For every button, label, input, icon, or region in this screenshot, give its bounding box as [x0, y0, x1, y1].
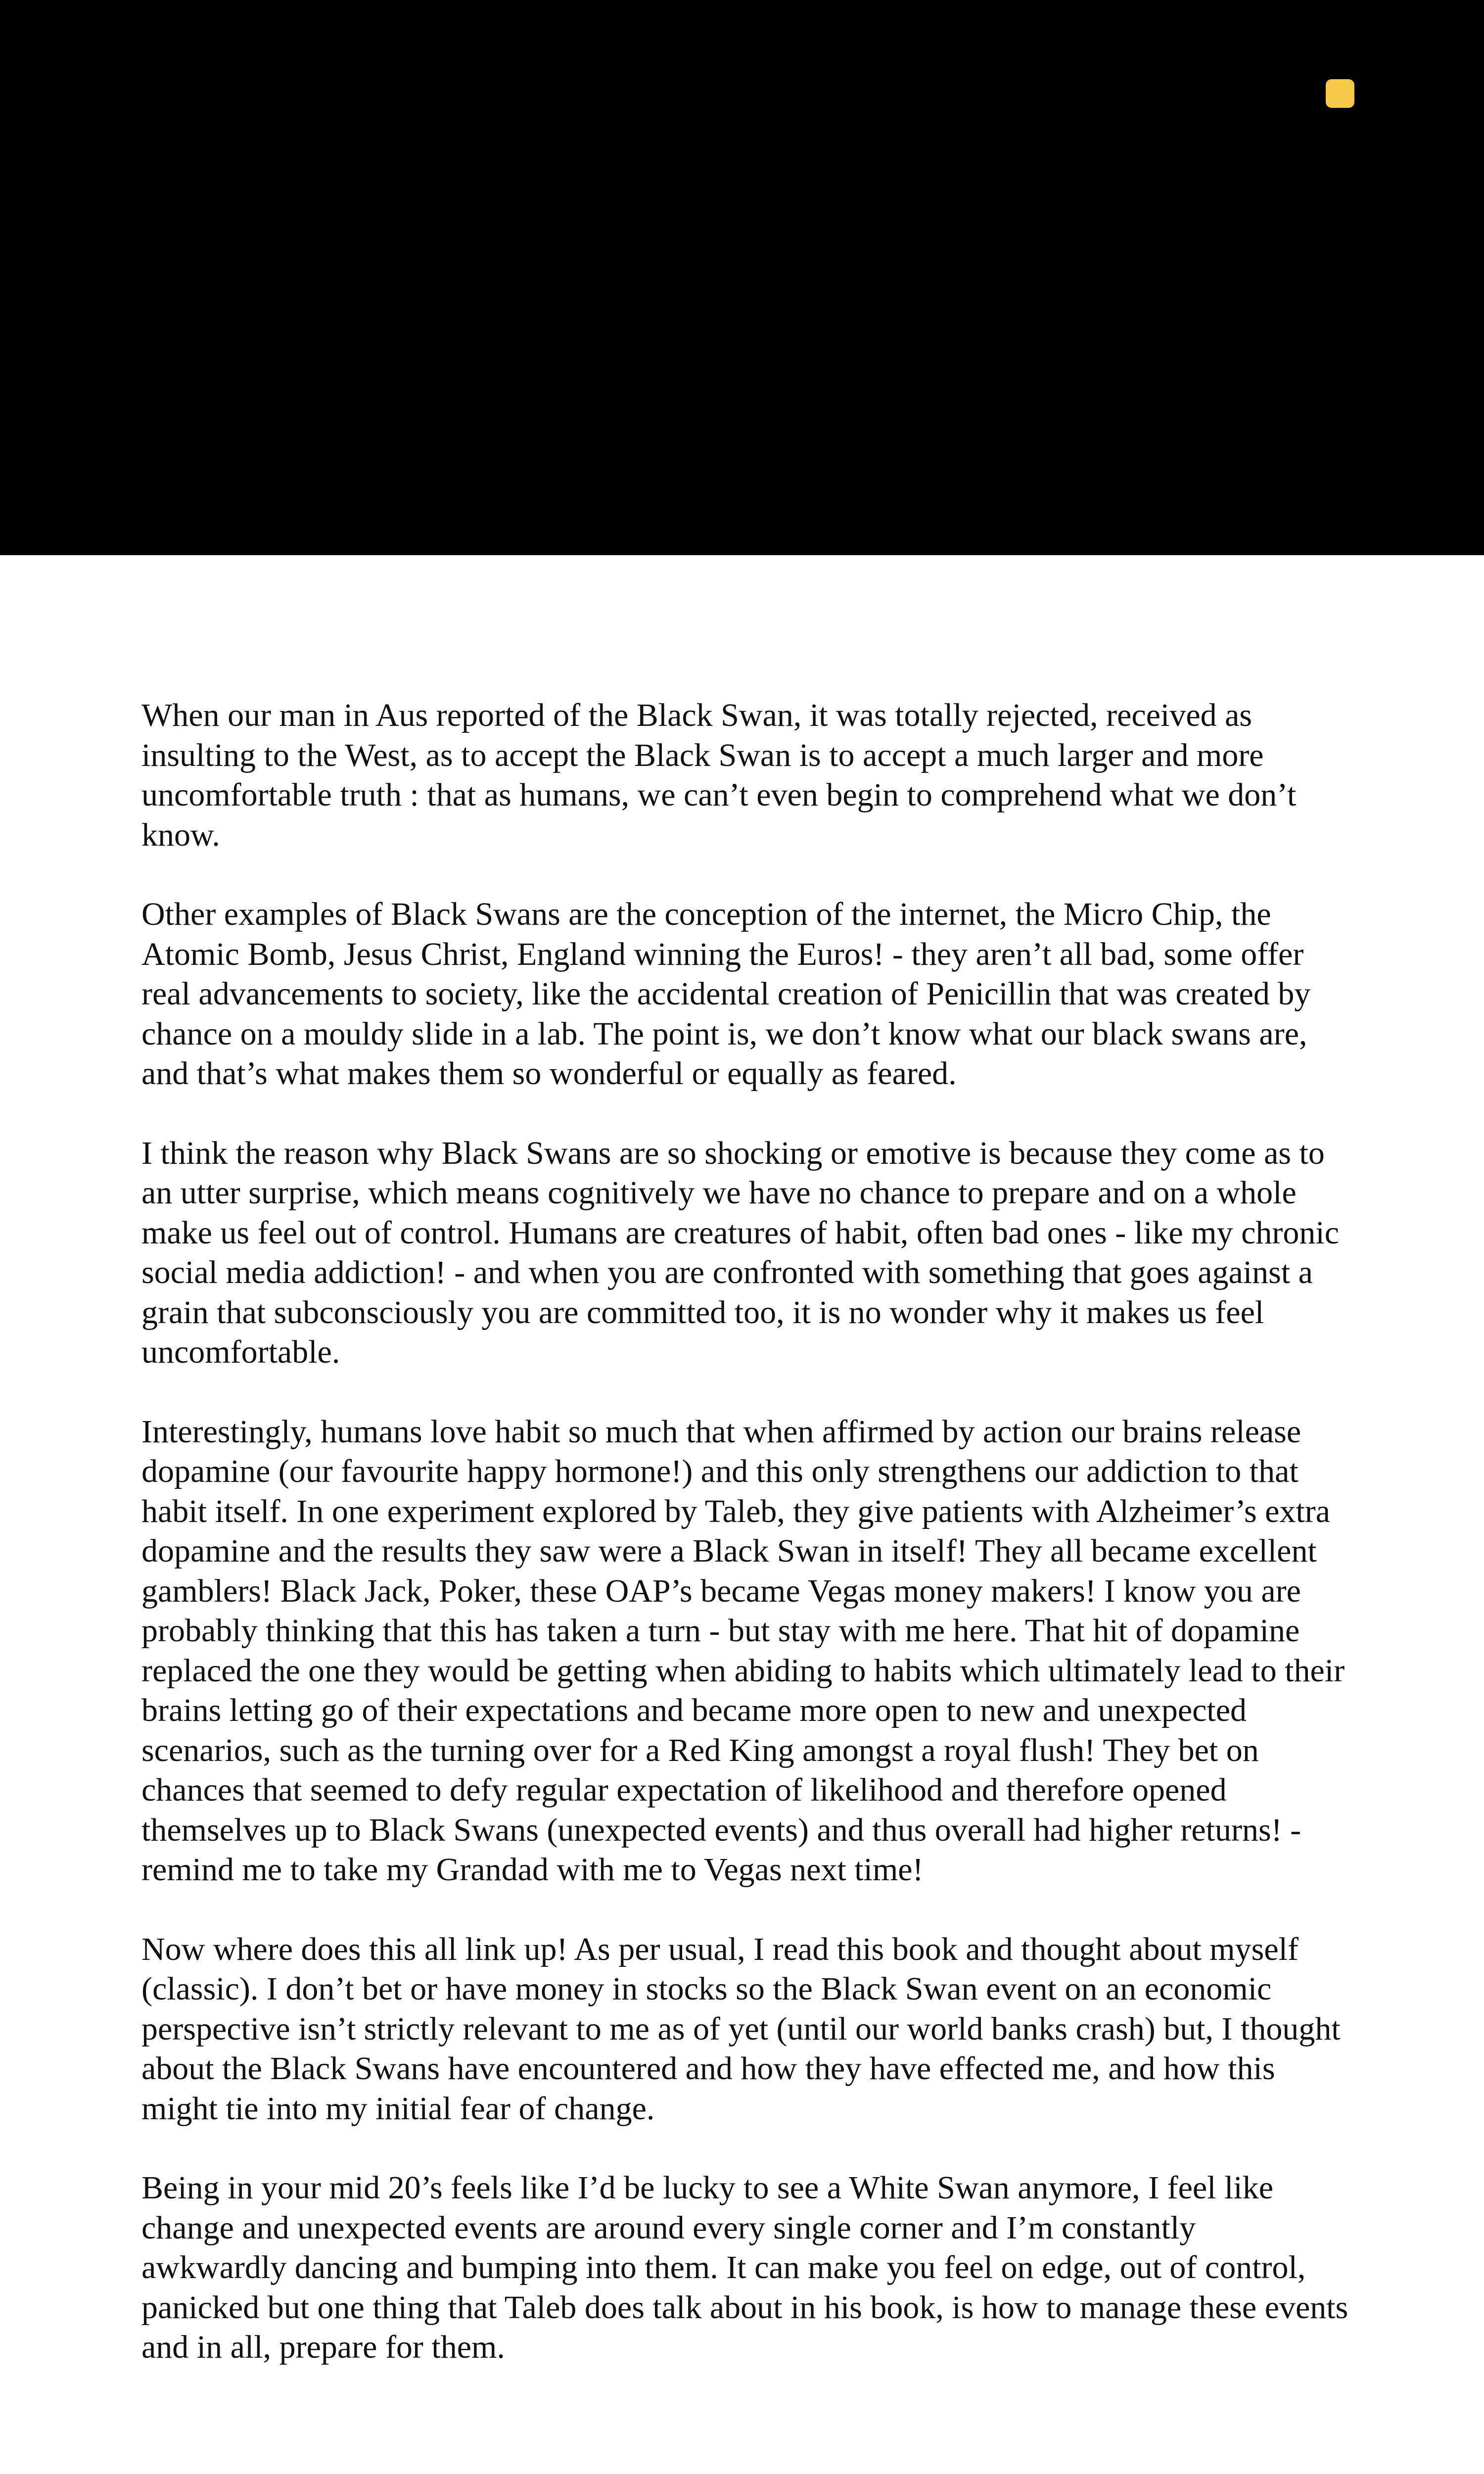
- paragraph-1: When our man in Aus reported of the Black Swan, it was totally rejected, received as insulting to the West, as to accept the Black Swan is to accept a much larger and more uncomfortable truth : that as humans, we can’t even begin to comprehend what we don’t know.: [141, 697, 1297, 853]
- paragraph-5: Now where does this all link up! As per usual, I read this book and thought about myself (classic). I don’t bet or have money in stocks so the Black Swan event on an economic perspective isn’t strictly relevant to me as of yet (until our world banks crash) but, I thought about the Black Swans have encountered and how they have effected me, and how this might tie into my initial fear of change.: [141, 1931, 1341, 2127]
- paragraph-6: Being in your mid 20’s feels like I’d be lucky to see a White Swan anymore, I feel like change and unexpected events are around every single corner and I’m constantly awkwardly dancing and bumping into them. It can make you feel on edge, out of control, panicked but one thing that Taleb does talk about in his book, is how to manage these events and in all, prepare for them.: [141, 2170, 1348, 2365]
- top-black-area: [0, 0, 1484, 555]
- article-body: [141, 696, 1348, 2407]
- paragraph-3: I think the reason why Black Swans are so shocking or emotive is because they come as to an utter surprise, which means cognitively we have no chance to prepare and on a whole make us feel out of control. Humans are creatures of habit, often bad ones - like my chronic social media addiction! - and when you are confronted with something that goes against a grain that subconsciously you are committed too, it is no wonder why it makes us feel uncomfortable.: [141, 1135, 1339, 1370]
- paragraph-2: Other examples of Black Swans are the conception of the internet, the Micro Chip, the Atomic Bomb, Jesus Christ, England winning the Euros! - they aren’t all bad, some offer real advancements to society, like the accidental creation of Penicillin that was created by chance on a mouldy slide in a lab. The point is, we don’t know what our black swans are, and that’s what makes them so wonderful or equally as feared.: [141, 896, 1311, 1092]
- paragraph-4: Interestingly, humans love habit so much that when affirmed by action our brains release dopamine (our favourite happy hormone!) and this only strengthens our addiction to that habit itself. In one experiment explored by Taleb, they give patients with Alzheimer’s extra dopamine and the results they saw were a Black Swan in itself! They all became excellent gamblers! Black Jack, Poker, these OAP’s became Vegas money makers! I know you are probably thinking that this has taken a turn - but stay with me here. That hit of dopamine replaced the one they would be getting when abiding to habits which ultimately lead to their brains letting go of their expectations and became more open to new and unexpected scenarios, such as the turning over for a Red King amongst a royal flush! They bet on chances that seemed to defy regular expectation of likelihood and therefore opened themselves up to Black Swans (unexpected events) and thus overall had higher returns! - remind me to take my Grandad with me to Vegas next time!: [141, 1413, 1345, 1888]
- document-page: [0, 555, 1484, 2474]
- status-indicator-dot: [1326, 79, 1354, 108]
